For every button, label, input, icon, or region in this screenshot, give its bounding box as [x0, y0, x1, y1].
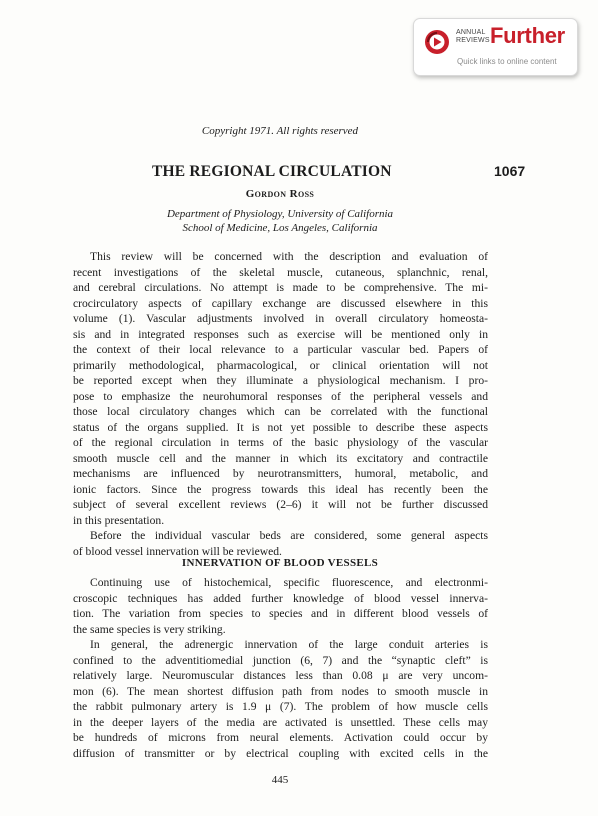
text-line: and cerebral circulations. No attempt is made to be comprehensive. The mi-	[73, 281, 488, 294]
text-line: those local circulatory changes which can be correlated with the functional	[73, 405, 488, 418]
text-line: ionic factors. Since the progress towards this ideal has recently been the	[73, 482, 488, 496]
badge-subtitle: Quick links to online content	[457, 57, 557, 66]
text-line: in the deeper layers of the media are activated is unsettled. These cells may	[73, 715, 488, 729]
page-footer-number: 445	[271, 774, 289, 786]
intro-paragraphs	[73, 249, 488, 559]
annual-reviews-logo-text	[456, 29, 490, 45]
badge-reviews-word: REVIEWS	[456, 37, 490, 44]
copyright-line: Copyright 1971. All rights reserved	[201, 125, 359, 137]
text-line: tion. The variation from species to species and in different blood vessels of	[73, 607, 488, 620]
section-paragraphs	[73, 575, 488, 761]
text-line: be hundreds of microns from neural elements. Activation could occur by	[73, 731, 488, 744]
further-links-badge[interactable]	[413, 18, 578, 76]
text-line: crocirculatory aspects of capillary exchange are discussed elsewhere in this	[73, 296, 488, 310]
text-line: sis and in integrated responses such as exercise will be mentioned only in	[73, 327, 488, 341]
badge-further-label: Further	[490, 23, 565, 48]
text-line: mon (6). The mean shortest diffusion path from nodes to smooth muscle in	[73, 684, 488, 698]
text-line: confined to the adventitiomedial junction (6, 7) and the “synaptic cleft” is	[73, 653, 488, 667]
text-line: subject of several excellent reviews (2–6) it will not be further discussed	[73, 498, 488, 511]
text-line: the same species is very striking.	[73, 622, 226, 636]
text-line: in this presentation.	[73, 513, 165, 527]
text-line: Before the individual vascular beds are considered, some general aspects	[90, 529, 488, 542]
chapter-page-number: 1067	[494, 163, 526, 179]
text-line: croscopic techniques has added further knowledge of blood vessel innerva-	[73, 591, 488, 605]
text-line: This review will be concerned with the description and evaluation of	[90, 250, 488, 263]
text-line: the context of their local relevance to a particular vascular bed. Papers of	[73, 343, 488, 356]
text-line: of blood vessel innervation will be reviewed.	[73, 544, 282, 558]
text-line: pose to emphasize the neurohumoral responses of the peripheral vessels and	[73, 389, 488, 403]
play-arrow-icon	[424, 29, 450, 55]
text-line: recent investigations of the skeletal muscle, cutaneous, splanchnic, renal,	[73, 265, 488, 279]
affiliation-line-2: School of Medicine, Los Angeles, California	[182, 222, 378, 234]
text-line: Continuing use of histochemical, specific fluorescence, and electronmi-	[90, 576, 488, 589]
text-line: of the regional circulation in terms of the basic physiology of the vascular	[73, 436, 488, 449]
text-line: smooth muscle cell and the manner in which its excitatory and contractile	[73, 451, 488, 465]
text-line: the rabbit pulmonary artery is 1.9 μ (7). The problem of how muscle cells	[73, 700, 488, 713]
section-heading: INNERVATION OF BLOOD VESSELS	[181, 557, 379, 569]
text-line: status of the organs supplied. It is not yet possible to describe these aspects	[73, 420, 488, 434]
text-line: primarily methodological, pharmacological, or clinical orientation will not	[73, 358, 488, 372]
text-line: In general, the adrenergic innervation of the large conduit arteries is	[90, 638, 488, 651]
text-line: diffusion of transmitter or by electrical coupling with excited cells in the	[73, 746, 488, 760]
article-title: THE REGIONAL CIRCULATION	[152, 163, 392, 180]
badge-annual-word: ANNUAL	[456, 29, 486, 36]
text-line: volume (1). Vascular adjustments involved in overall circulatory homeosta-	[73, 312, 488, 325]
text-line: relatively large. Neuromuscular distances less than 0.08 μ are very uncom-	[73, 669, 488, 682]
text-line: be reported except when they illuminate a physiological mechanism. I pro-	[73, 374, 488, 387]
affiliation-line-1: Department of Physiology, University of California	[166, 208, 394, 220]
text-line: mechanisms are influenced by neurotransmitters, humoral, metabolic, and	[73, 467, 488, 480]
author-name: Gordon Ross	[245, 188, 315, 200]
